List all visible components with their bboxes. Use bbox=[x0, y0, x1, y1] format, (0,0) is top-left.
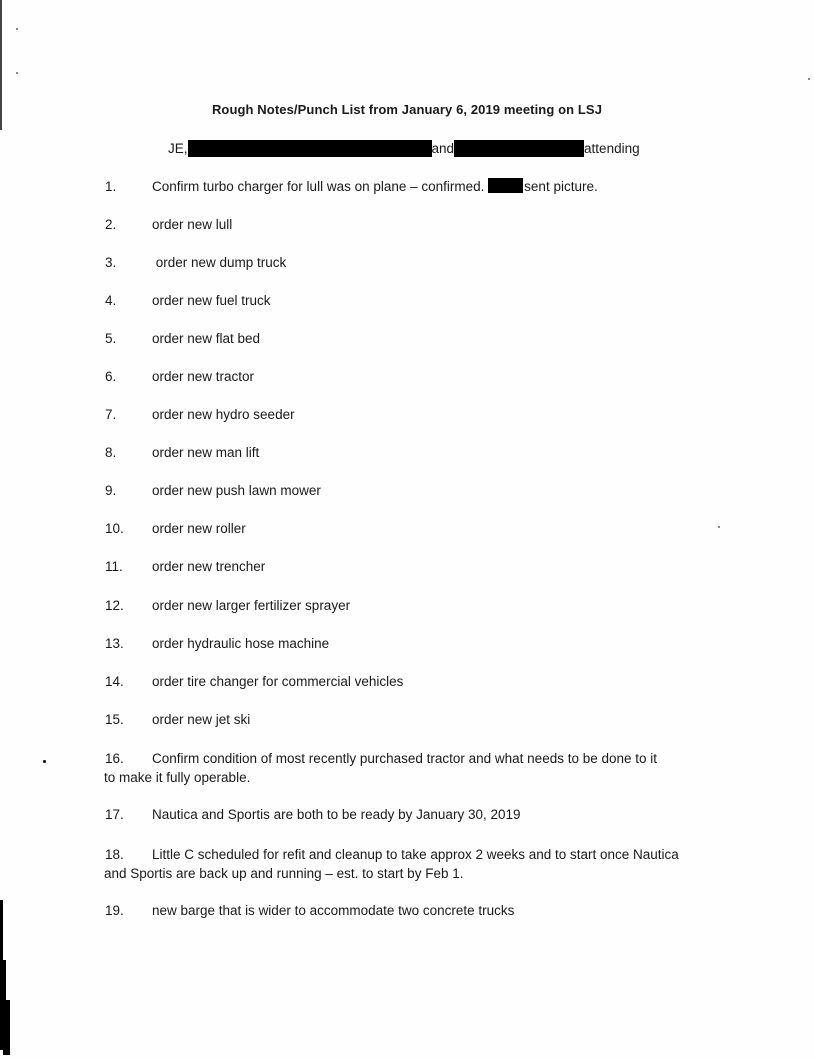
item-text: new barge that is wider to accommodate two concrete trucks bbox=[152, 903, 515, 918]
item-text: order new dump truck bbox=[152, 255, 287, 270]
redaction-box bbox=[454, 140, 584, 157]
item-number: 8. bbox=[105, 445, 117, 460]
scan-edge-mark bbox=[6, 1000, 10, 1055]
item-number: 13. bbox=[105, 636, 124, 651]
item-text: order new jet ski bbox=[152, 712, 251, 727]
item-text-line: and Sportis are back up and running – est. to start by Feb 1. bbox=[104, 866, 464, 881]
item-number: 7. bbox=[105, 407, 117, 422]
scan-speck bbox=[808, 78, 810, 80]
document-title: Rough Notes/Punch List from January 6, 2019 meeting on LSJ bbox=[211, 102, 603, 117]
item-number: 5. bbox=[105, 331, 117, 346]
scan-speck bbox=[718, 526, 720, 528]
item-number: 4. bbox=[105, 293, 117, 308]
item-text: order new roller bbox=[152, 521, 246, 536]
item-text: Confirm turbo charger for lull was on plane – confirmed. sent picture. bbox=[152, 179, 598, 194]
item-text: order new fuel truck bbox=[152, 293, 271, 308]
item-text: order new larger fertilizer sprayer bbox=[152, 598, 351, 613]
scan-speck bbox=[16, 72, 18, 74]
item-number: 17. bbox=[105, 807, 124, 822]
item-number: 16. bbox=[105, 751, 124, 766]
item-text: order new flat bed bbox=[152, 331, 261, 346]
redaction-box bbox=[488, 178, 523, 193]
item-text-line: to make it fully operable. bbox=[104, 770, 251, 785]
attendees-suffix: attending bbox=[584, 141, 640, 156]
item-text: order new man lift bbox=[152, 445, 260, 460]
item-text: Nautica and Sportis are both to be ready by January 30, 2019 bbox=[152, 807, 521, 822]
item-number: 2. bbox=[105, 217, 117, 232]
item-text-line: 18. Little C scheduled for refit and cleanup to take approx 2 weeks and to start once Nautica bbox=[105, 847, 679, 862]
item-text: order tire changer for commercial vehicles bbox=[152, 674, 404, 689]
item-number: 6. bbox=[105, 369, 117, 384]
scan-speck bbox=[16, 28, 18, 30]
item-text: order new trencher bbox=[152, 559, 266, 574]
scan-speck bbox=[43, 760, 46, 763]
attendees-line bbox=[168, 140, 640, 158]
item-number: 11. bbox=[105, 559, 123, 574]
item-text: order new lull bbox=[152, 217, 233, 232]
item-text: order new push lawn mower bbox=[152, 483, 321, 498]
scan-edge-mark bbox=[0, 0, 2, 130]
item-number: 18. bbox=[105, 847, 124, 862]
item-text: order new tractor bbox=[152, 369, 255, 384]
item-number: 19. bbox=[105, 903, 124, 918]
item-number: 10. bbox=[105, 521, 124, 536]
item-text: order new hydro seeder bbox=[152, 407, 295, 422]
item-text: order hydraulic hose machine bbox=[152, 636, 330, 651]
item-number: 14. bbox=[105, 674, 124, 689]
item-text-line: 16. Confirm condition of most recently purchased tractor and what needs to be done to it bbox=[105, 751, 658, 766]
attendees-prefix: JE, bbox=[168, 141, 188, 156]
item-number: 3. bbox=[105, 255, 117, 270]
attendees-and: and bbox=[431, 141, 455, 156]
item-number: 1. bbox=[105, 179, 117, 194]
item-number: 9. bbox=[105, 483, 117, 498]
redaction-box bbox=[188, 140, 432, 157]
item-number: 12. bbox=[105, 598, 124, 613]
item-number: 15. bbox=[105, 712, 124, 727]
